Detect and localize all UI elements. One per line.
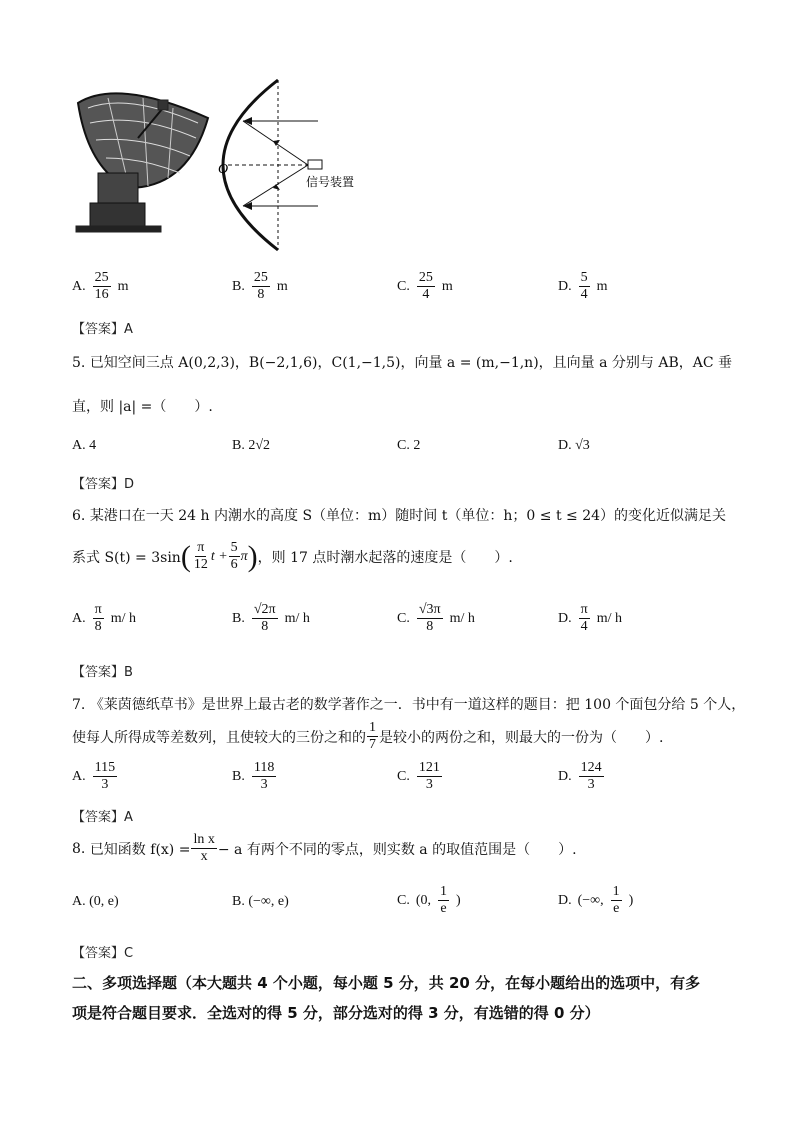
q7-answer: 【答案】A [72,810,133,825]
satellite-dish-icon [76,93,208,232]
q4-option-a[interactable] [72,270,129,303]
option-letter: A. [72,278,86,294]
question-text: 已知空间三点 A(0,2,3)，B(−2,1,6)，C(1,−1,5)，向量 a = (m,−1,n)，且向量 a 分别与 AB，AC 垂 [89,355,733,371]
option-unit: m [276,278,288,294]
q8-text: 8. 已知函数 f(x) = $\frac{\text{ln x}}{x}$ − a 有两个不同的零点，则实数 a 的取值范围是（ ）. [72,832,577,864]
option-fraction: $\frac{25}{4}$ [418,270,433,302]
q7-option-a[interactable]: A. $\frac{115}{3}$ [72,760,116,792]
formula-fraction-b: $\frac{5}{6}$ [230,540,238,572]
q4-option-b[interactable] [232,270,288,303]
q5-option-d[interactable]: D. √3 [558,438,590,453]
q5-option-b[interactable]: B. 2√2 [232,438,271,453]
option-unit: m [117,278,129,294]
left-paren: ( [180,539,191,573]
q8-option-c[interactable]: C. (0, $\frac{1}{e}$ ) [397,884,461,916]
inline-fraction: $\frac{\text{ln x}}{x}$ [193,832,215,864]
option-fraction: $\frac{5}{4}$ [580,270,588,302]
question-number: 5. [72,355,86,371]
q5-text-line2 [72,396,213,416]
option-fraction: $\frac{25}{8}$ [253,270,268,302]
right-paren: ) [247,539,258,573]
question-text: 直，则 |a| =（ ）. [72,399,213,415]
section-heading-line1: 二、多项选择题（本大题共 4 个小题，每小题 5 分，共 20 分，在每小题给出的选项中，有多 [72,974,701,992]
q6-option-d[interactable]: D. $\frac{\pi}{4}$ m/ h [558,602,622,634]
q7-option-d[interactable]: D. $\frac{124}{3}$ [558,760,602,792]
figure [68,78,355,253]
q7-option-c[interactable]: C. $\frac{121}{3}$ [397,760,440,792]
dish-illustration [68,78,355,253]
q4-option-d[interactable] [558,270,608,303]
q5-text-line1 [72,352,732,372]
answer-value: A [124,322,133,337]
option-letter: D. [558,278,572,294]
q4-answer [72,318,133,337]
q5-answer: 【答案】D [72,477,135,492]
q7-text-line1: 7. 《莱茵德纸草书》是世界上最古老的数学著作之一．书中有一道这样的题目：把 100 个面包分给 5 个人， [72,697,746,713]
q8-option-a[interactable]: A. (0, e) [72,894,119,909]
q8-option-d[interactable]: D. (−∞, $\frac{1}{e}$ ) [558,884,634,916]
q6-text-line1: 6. 某港口在一天 24 h 内潮水的高度 S（单位：m）随时间 t（单位：h；0 ≤ t ≤ 24）的变化近似满足关 [72,508,727,524]
inline-fraction: $\frac{1}{7}$ [369,720,376,752]
parabola-diagram [223,80,322,250]
q6-option-b[interactable]: B. $\frac{√2\pi}{8}$ m/ h [232,602,310,634]
section-heading-line2: 项是符合题目要求．全选对的得 5 分，部分选对的得 3 分，有选错的得 0 分） [72,1004,600,1022]
option-fraction: $\frac{25}{16}$ [94,270,109,302]
q5-option-a[interactable]: A. 4 [72,438,97,453]
origin-label: O [218,162,229,177]
device-label: 信号装置 [306,175,355,189]
option-letter: B. [232,278,245,294]
q7-text-line2: 使每人所得成等差数列，且使较大的三份之和的 $\frac{1}{7}$ 是较小的两份之和，则最大的一份为（ ）. [72,720,664,752]
formula-fraction-a: $\frac{\pi}{12}$ [193,540,208,572]
answer-tag: 【答案】 [72,322,125,337]
q6-option-a[interactable]: A. $\frac{\pi}{8}$ m/ h [72,602,136,634]
q8-answer: 【答案】C [72,946,134,961]
q8-option-b[interactable]: B. (−∞, e) [232,894,289,909]
option-unit: m [596,278,608,294]
option-letter: C. [397,278,410,294]
q6-text-line2: 系式 S(t) = 3sin ( $\frac{\pi}{12}$ t + $\frac{5}{6}$ π ) ，则 17 点时潮水起落的速度是（ ）. [72,539,513,573]
q6-option-c[interactable]: C. $\frac{√3\pi}{8}$ m/ h [397,602,475,634]
q7-option-b[interactable]: B. $\frac{118}{3}$ [232,760,275,792]
option-unit: m [441,278,453,294]
q5-option-c[interactable]: C. 2 [397,438,421,453]
q4-option-c[interactable] [397,270,453,303]
q6-answer: 【答案】B [72,665,133,680]
